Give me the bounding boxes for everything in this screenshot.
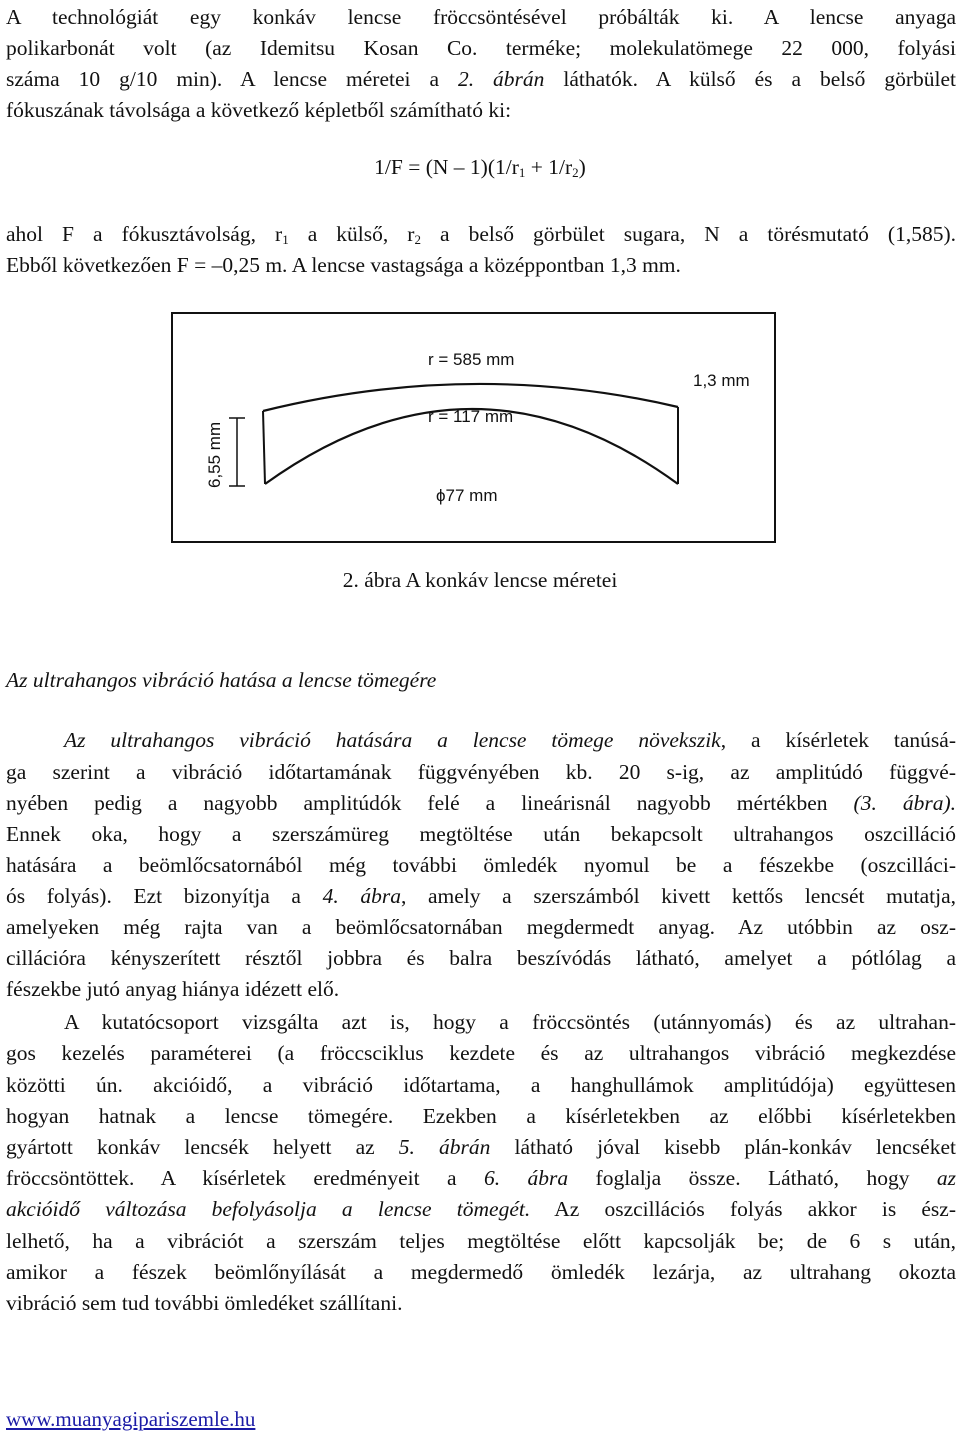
diameter-label: ϕ77 mm: [436, 486, 498, 505]
text-run: nyében pedig a nagyobb amplitúdók felé a lineárisnál nagyobb mértékben: [6, 791, 854, 815]
para3-line6: [6, 881, 956, 911]
text-run-italic: akcióidő változása befolyásolja a lencse tömegét.: [6, 1197, 531, 1221]
para2-line1: [6, 219, 956, 249]
text-run: ós folyás). Ezt bizonyítja a: [6, 884, 323, 908]
para3-line2: ga szerint a vibráció időtartamának függvényében kb. 20 s-ig, az amplitúdó függvé-: [6, 760, 956, 784]
footer-link[interactable]: www.muanyagipariszemle.hu: [6, 1407, 256, 1431]
figure-ref: 2. ábrán: [457, 67, 545, 91]
inner-radius-label: r = 117 mm: [428, 407, 514, 426]
text-run: száma 10 g/10 min). A lencse méretei a: [6, 67, 458, 91]
text-run: láthatók. A külső és a belső görbület: [544, 67, 956, 91]
formula-sub: 1: [518, 165, 526, 180]
figure-caption: 2. ábra A konkáv lencse méretei: [342, 568, 618, 592]
para4-line7: [6, 1194, 956, 1224]
subscript: 2: [414, 232, 421, 247]
text-run: Az oszcillációs folyás akkor is ész-: [530, 1197, 956, 1221]
text-run: a belső görbület sugara, N a törésmutató (1,585).: [420, 222, 956, 246]
para1-line4: fókuszának távolsága a következő képletből számítható ki:: [6, 98, 512, 122]
para4-line5: [6, 1132, 956, 1162]
focal-formula: [0, 155, 960, 180]
para3-line1: [64, 725, 956, 755]
formula-part: 1/F = (N – 1)(1/r: [374, 155, 519, 179]
figure-ref: 4. ábra: [322, 884, 401, 908]
text-run: fröccsöntöttek. A kísérletek eredményeit a: [6, 1166, 484, 1190]
thickness-label: 1,3 mm: [693, 371, 750, 390]
para4-line9: amikor a fészek beömlőnyílását a megdermedő ömledék lezárja, az ultrahang okozta: [6, 1260, 956, 1284]
figure-ref: 6. ábra: [483, 1166, 569, 1190]
para3-line3: [6, 788, 956, 818]
left-edge: [263, 411, 265, 484]
para3-line5: hatására a beömlőcsatornából még további ömledék nyomul be a fészekbe (oszcilláci-: [6, 853, 956, 877]
para4-line8: lelhető, ha a vibrációt a szerszám teljes megtöltése előtt kapcsolják be; de 6 s után,: [6, 1229, 956, 1253]
text-run: a külső, r: [288, 222, 415, 246]
text-run: foglalja össze. Látható, hogy: [568, 1166, 937, 1190]
text-run-italic: az: [936, 1166, 956, 1190]
section-heading: Az ultrahangos vibráció hatása a lencse tömegére: [6, 668, 437, 692]
para4-line6: [6, 1163, 956, 1193]
figure-ref: (3. ábra).: [853, 791, 956, 815]
figure-ref: 5. ábrán: [398, 1135, 491, 1159]
para1-line3: [6, 64, 956, 94]
para2-line2: Ebből következően F = –0,25 m. A lencse vastagsága a középpontban 1,3 mm.: [6, 253, 681, 277]
para4-line2: gos kezelés paraméterei (a fröccsciklus kezdete és az ultrahangos vibráció megkezdése: [6, 1041, 956, 1065]
lens-figure: [171, 312, 776, 543]
para3-line7: amelyeken még rajta van a beömlőcsatornában megdermedt anyag. Az utóbbin az osz-: [6, 915, 956, 939]
text-run: , a kísérletek tanúsá-: [720, 728, 956, 752]
text-run-italic: Az ultrahangos vibráció hatására a lencse tömege növekszik: [64, 728, 721, 752]
para1-line1: A technológiát egy konkáv lencse fröccsöntésével próbálták ki. A lencse anyaga: [6, 5, 956, 29]
text-run: gyártott konkáv lencsék helyett az: [6, 1135, 399, 1159]
formula-part: + 1/r: [525, 155, 573, 179]
para4-line1: A kutatócsoport vizsgálta azt is, hogy a fröccsöntés (utánnyomás) és az ultrahan-: [64, 1010, 956, 1034]
subscript: 1: [282, 232, 289, 247]
para3-line8: cillációra kényszerített résztől jobbra és balra beszívódás látható, amelyet a pótlólag a: [6, 946, 956, 970]
para3-line4: Ennek oka, hogy a szerszámüreg megtöltése után bekapcsolt ultrahangos oszcilláció: [6, 822, 956, 846]
outer-radius-label: r = 585 mm: [428, 350, 515, 369]
formula-part: ): [578, 155, 586, 179]
text-run: , amely a szerszámból kivett kettős lencsét mutatja,: [400, 884, 956, 908]
text-run: ahol F a fókusztávolság, r: [6, 222, 283, 246]
lens-drawing: [173, 314, 774, 541]
edge-height-label: 6,55 mm: [205, 421, 224, 488]
para4-line10: vibráció sem tud további ömledéket szállítani.: [6, 1291, 403, 1315]
para3-line9: fészekbe jutó anyag hiánya idézett elő.: [6, 977, 340, 1001]
para4-line3: közötti ún. akcióidő, a vibráció időtartama, a hanghullámok amplitúdója) együttesen: [6, 1073, 956, 1097]
para4-line4: hogyan hatnak a lencse tömegére. Ezekben a kísérletekben az előbbi kísérletekben: [6, 1104, 956, 1128]
para1-line2: polikarbonát volt (az Idemitsu Kosan Co. terméke; molekulatömege 22 000, folyási: [6, 36, 956, 60]
formula-sub: 2: [572, 165, 579, 180]
text-run: látható jóval kisebb plán-konkáv lencséket: [490, 1135, 956, 1159]
